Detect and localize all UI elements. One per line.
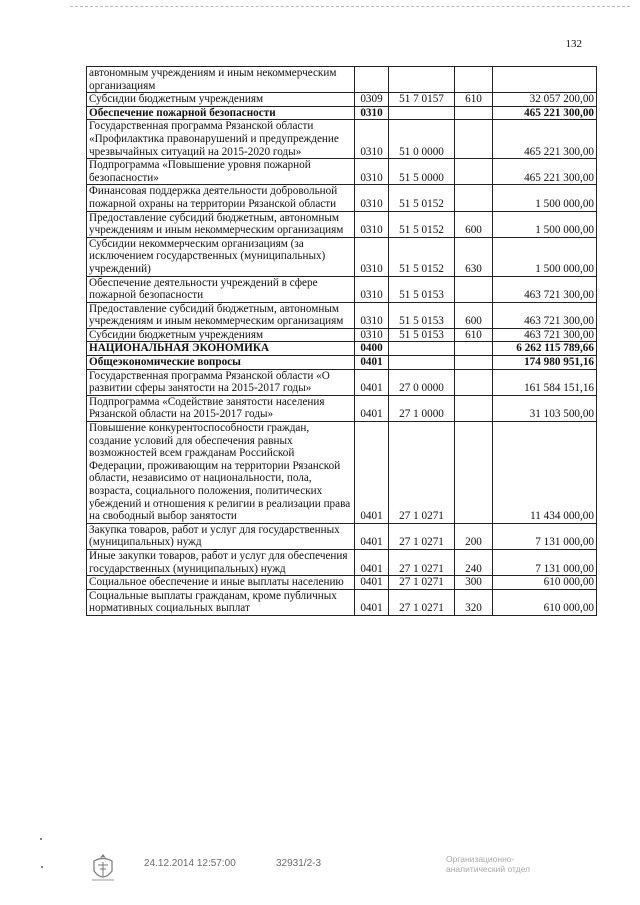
cell-target-code	[389, 106, 455, 120]
cell-amount: 463 721 300,00	[493, 302, 597, 328]
cell-section-code: 0400	[355, 342, 389, 356]
cell-name: Субсидии бюджетным учреждениям	[87, 328, 355, 342]
cell-name: Обеспечение деятельности учреждений в сфере пожарной безопасности	[87, 276, 355, 302]
cell-section-code: 0309	[355, 93, 389, 107]
table-row	[87, 211, 597, 237]
cell-expense-type: 240	[455, 549, 493, 575]
cell-target-code: 27 1 0271	[389, 422, 455, 524]
table-row	[87, 237, 597, 276]
cell-amount: 610 000,00	[493, 589, 597, 615]
table-row	[87, 549, 597, 575]
cell-name: автономным учреждениям и иным некоммерческим организациям	[87, 67, 355, 93]
cell-name: НАЦИОНАЛЬНАЯ ЭКОНОМИКА	[87, 342, 355, 356]
cell-expense-type: 300	[455, 576, 493, 590]
cell-section-code: 0401	[355, 356, 389, 370]
scan-dot	[41, 866, 43, 868]
table-row	[87, 356, 597, 370]
cell-amount: 6 262 115 789,66	[493, 342, 597, 356]
cell-section-code: 0310	[355, 276, 389, 302]
cell-section-code: 0401	[355, 576, 389, 590]
budget-table	[86, 66, 597, 616]
table-row	[87, 93, 597, 107]
table-row	[87, 106, 597, 120]
cell-name: Субсидии бюджетным учреждениям	[87, 93, 355, 107]
cell-target-code: 27 1 0271	[389, 549, 455, 575]
cell-amount: 610 000,00	[493, 576, 597, 590]
cell-name: Иные закупки товаров, работ и услуг для обеспечения государственных (муниципальных) нужд	[87, 549, 355, 575]
cell-target-code: 27 1 0271	[389, 523, 455, 549]
scan-dot	[40, 838, 42, 840]
cell-target-code: 51 5 0152	[389, 211, 455, 237]
cell-expense-type: 600	[455, 211, 493, 237]
cell-name: Финансовая поддержка деятельности добровольной пожарной охраны на территории Рязанской области	[87, 185, 355, 211]
cell-section-code: 0310	[355, 106, 389, 120]
cell-target-code: 51 5 0152	[389, 237, 455, 276]
cell-target-code	[389, 67, 455, 93]
cell-name: Повышение конкурентоспособности граждан, создание условий для обеспечения равных возможностей всем гражданам Российской Федерации, проживающим на территории Рязанской области, независимо от национальности, пола, возраста, социального положения, политических убеждений и отношения к религии в реализации права на свободный выбор занятости	[87, 422, 355, 524]
table-row	[87, 342, 597, 356]
table-row	[87, 328, 597, 342]
cell-amount: 463 721 300,00	[493, 328, 597, 342]
cell-section-code: 0401	[355, 523, 389, 549]
table-row	[87, 159, 597, 185]
footer-department-stamp: Организационно-аналитический отдел	[446, 854, 530, 874]
page-footer	[86, 852, 626, 892]
cell-amount: 465 221 300,00	[493, 120, 597, 159]
footer-document-code: 32931/2-3	[276, 858, 322, 869]
cell-target-code: 51 5 0152	[389, 185, 455, 211]
cell-expense-type: 200	[455, 523, 493, 549]
cell-amount: 463 721 300,00	[493, 276, 597, 302]
cell-target-code: 51 5 0153	[389, 302, 455, 328]
cell-name: Закупка товаров, работ и услуг для государственных (муниципальных) нужд	[87, 523, 355, 549]
cell-name: Предоставление субсидий бюджетным, автономным учреждениям и иным некоммерческим организациям	[87, 211, 355, 237]
cell-name: Предоставление субсидий бюджетным, автономным учреждениям и иным некоммерческим организациям	[87, 302, 355, 328]
cell-target-code: 51 5 0000	[389, 159, 455, 185]
cell-name: Социальные выплаты гражданам, кроме публичных нормативных социальных выплат	[87, 589, 355, 615]
cell-name: Подпрограмма «Повышение уровня пожарной безопасности»	[87, 159, 355, 185]
cell-section-code: 0310	[355, 237, 389, 276]
cell-target-code: 27 0 0000	[389, 369, 455, 395]
cell-amount: 174 980 951,16	[493, 356, 597, 370]
cell-name: Государственная программа Рязанской области «О развитии сферы занятости на 2015-2017 годы»	[87, 369, 355, 395]
cell-amount	[493, 67, 597, 93]
cell-expense-type	[455, 120, 493, 159]
cell-target-code: 51 0 0000	[389, 120, 455, 159]
cell-name: Общеэкономические вопросы	[87, 356, 355, 370]
cell-amount: 465 221 300,00	[493, 159, 597, 185]
table-row	[87, 302, 597, 328]
cell-target-code: 51 5 0153	[389, 328, 455, 342]
footer-datetime: 24.12.2014 12:57:00	[144, 858, 236, 869]
table-row	[87, 185, 597, 211]
cell-amount: 11 434 000,00	[493, 422, 597, 524]
cell-expense-type	[455, 395, 493, 421]
cell-expense-type	[455, 106, 493, 120]
cell-expense-type	[455, 356, 493, 370]
cell-target-code: 51 5 0153	[389, 276, 455, 302]
table-row	[87, 120, 597, 159]
cell-section-code: 0310	[355, 120, 389, 159]
cell-expense-type	[455, 276, 493, 302]
cell-section-code: 0310	[355, 159, 389, 185]
table-row	[87, 395, 597, 421]
cell-name: Субсидии некоммерческим организациям (за исключением государственных (муниципальных) учреждений)	[87, 237, 355, 276]
cell-expense-type: 600	[455, 302, 493, 328]
cell-expense-type	[455, 185, 493, 211]
cell-amount: 7 131 000,00	[493, 549, 597, 575]
coat-of-arms-icon	[88, 852, 118, 884]
cell-expense-type: 610	[455, 93, 493, 107]
table-row	[87, 576, 597, 590]
table-row	[87, 67, 597, 93]
cell-expense-type: 610	[455, 328, 493, 342]
cell-amount: 1 500 000,00	[493, 185, 597, 211]
cell-amount: 1 500 000,00	[493, 211, 597, 237]
cell-amount: 1 500 000,00	[493, 237, 597, 276]
cell-target-code: 27 1 0271	[389, 576, 455, 590]
cell-expense-type	[455, 67, 493, 93]
cell-target-code: 27 1 0000	[389, 395, 455, 421]
page-number: 132	[565, 38, 582, 50]
cell-expense-type	[455, 159, 493, 185]
cell-target-code: 27 1 0271	[389, 589, 455, 615]
cell-amount: 7 131 000,00	[493, 523, 597, 549]
cell-target-code	[389, 342, 455, 356]
table-row	[87, 369, 597, 395]
budget-table-body	[87, 67, 597, 616]
cell-target-code: 51 7 0157	[389, 93, 455, 107]
cell-section-code: 0310	[355, 302, 389, 328]
cell-name: Обеспечение пожарной безопасности	[87, 106, 355, 120]
table-row	[87, 523, 597, 549]
cell-section-code: 0401	[355, 549, 389, 575]
cell-amount: 161 584 151,16	[493, 369, 597, 395]
table-row	[87, 276, 597, 302]
cell-section-code: 0401	[355, 589, 389, 615]
cell-section-code: 0310	[355, 211, 389, 237]
cell-name: Подпрограмма «Содействие занятости населения Рязанской области на 2015-2017 годы»	[87, 395, 355, 421]
cell-section-code: 0401	[355, 395, 389, 421]
cell-section-code	[355, 67, 389, 93]
cell-target-code	[389, 356, 455, 370]
cell-amount: 465 221 300,00	[493, 106, 597, 120]
table-row	[87, 422, 597, 524]
cell-expense-type	[455, 342, 493, 356]
table-row	[87, 589, 597, 615]
cell-section-code: 0310	[355, 185, 389, 211]
cell-section-code: 0401	[355, 422, 389, 524]
cell-section-code: 0401	[355, 369, 389, 395]
scan-top-line	[70, 6, 630, 8]
cell-section-code: 0310	[355, 328, 389, 342]
cell-expense-type: 320	[455, 589, 493, 615]
cell-expense-type: 630	[455, 237, 493, 276]
cell-amount: 31 103 500,00	[493, 395, 597, 421]
cell-name: Социальное обеспечение и иные выплаты населению	[87, 576, 355, 590]
cell-expense-type	[455, 422, 493, 524]
cell-amount: 32 057 200,00	[493, 93, 597, 107]
cell-expense-type	[455, 369, 493, 395]
cell-name: Государственная программа Рязанской области «Профилактика правонарушений и предупреждение чрезвычайных ситуаций на 2015-2020 годы»	[87, 120, 355, 159]
